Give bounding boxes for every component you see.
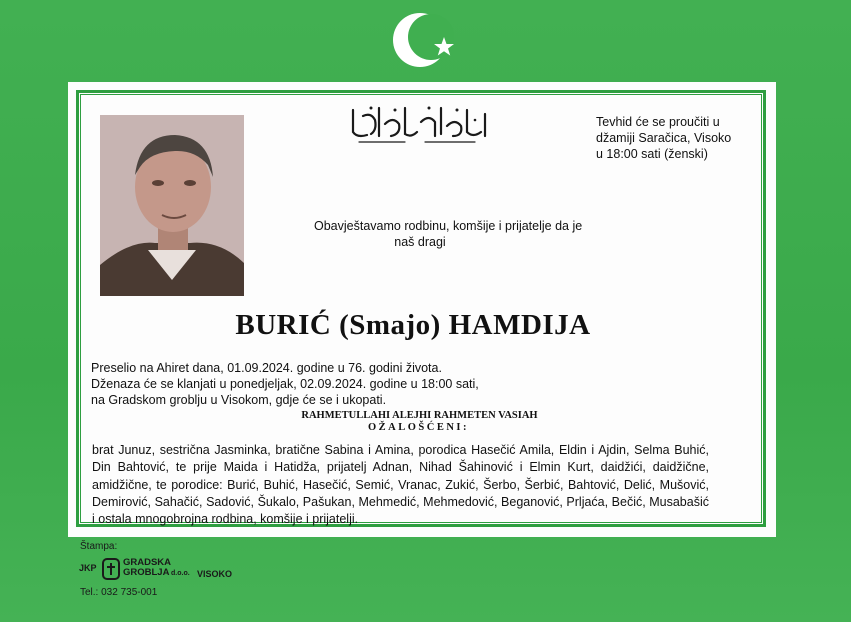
logo-suffix: d.o.o. bbox=[171, 570, 190, 577]
arabic-calligraphy-icon bbox=[345, 102, 495, 146]
ozaloseni-heading bbox=[0, 422, 851, 433]
print-label: Štampa: bbox=[80, 541, 118, 552]
deceased-name bbox=[0, 309, 851, 342]
tevhid-line: džamiji Saračica, Visoko bbox=[596, 131, 732, 145]
ozaloseni-text: OŽALOŠĆENI: bbox=[367, 422, 469, 433]
cemetery-emblem-icon bbox=[101, 557, 121, 581]
printer-phone: Tel.: 032 735-001 bbox=[80, 587, 158, 598]
details-line: na Gradskom groblju u Visokom, gdje će se i ukopati. bbox=[91, 393, 387, 407]
rahmet-heading bbox=[0, 410, 851, 421]
deceased-name-text: BURIĆ (Smajo) HAMDIJA bbox=[235, 309, 591, 341]
crescent-star-icon bbox=[390, 6, 460, 76]
logo-name-line2: GROBLJA bbox=[123, 567, 170, 578]
tevhid-info bbox=[596, 114, 766, 162]
intro-text bbox=[290, 218, 644, 250]
rahmet-text: RAHMETULLAHI ALEJHI RAHMETEN VASIAH bbox=[301, 410, 538, 421]
death-details bbox=[91, 360, 691, 408]
details-line: Preselio na Ahiret dana, 01.09.2024. godine u 76. godini života. bbox=[91, 361, 442, 375]
intro-line: Obavještavamo rodbinu, komšije i prijatelje da je bbox=[314, 219, 583, 233]
logo-jkp: JKP bbox=[79, 563, 97, 573]
logo-city: VISOKO bbox=[197, 569, 233, 579]
logo-name-line1: GRADSKA bbox=[123, 557, 172, 568]
printer-logo bbox=[79, 557, 239, 585]
tevhid-line: Tevhid će se proučiti u bbox=[596, 115, 720, 129]
deceased-photo bbox=[100, 115, 244, 296]
intro-line: naš dragi bbox=[394, 235, 446, 249]
details-line: Dženaza će se klanjati u ponedjeljak, 02.09.2024. godine u 18:00 sati, bbox=[91, 377, 479, 391]
mourners-list: brat Junuz, sestrična Jasminka, bratične Sabina i Amina, porodica Hasečić Amila, Eldin i Ajdin, Selma Buhić, Din Bahtović, te prije Maida i Hatidža, prijatelj Adnan, Nihad Šahinović i Elmin Kurt, daidžići, daidžične, amidžične, te porodice: Burić, Buhić, Hasečić, Semić, Vranac, Zukić, Šerbo, Šerbić, Bahtović, Delić, Mušović, Demirović, Sahačić, Sadović, Šukalo, Pašukan, Mehmedić, Mehmedović, Beganović, Prljaća, Bečić, Musabašić i ostala mnogobrojna rodbina, komšije i prijatelji. bbox=[92, 443, 709, 527]
tevhid-line: u 18:00 sati (ženski) bbox=[596, 147, 708, 161]
logo-name bbox=[123, 558, 171, 578]
